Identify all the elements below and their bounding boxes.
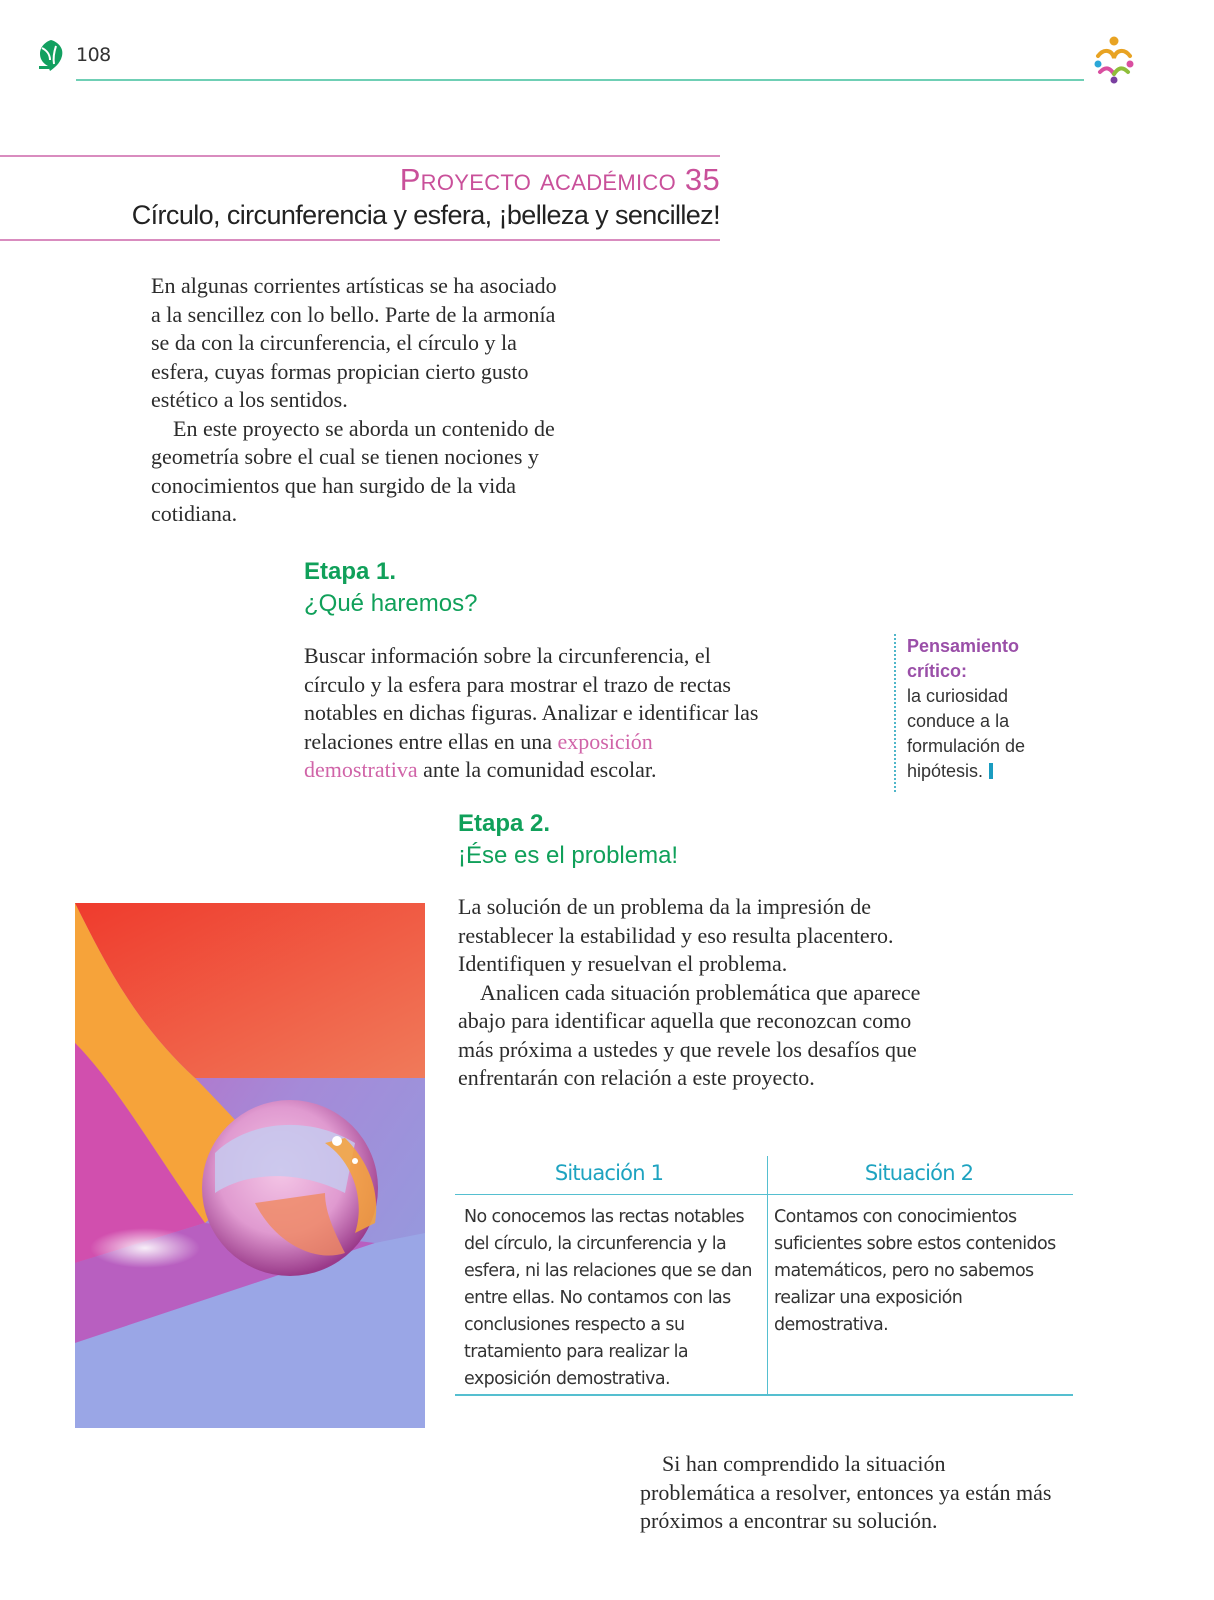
stage2-heading xyxy=(458,808,678,872)
stage1-text xyxy=(304,642,764,785)
intro-paragraph-2: En este proyecto se aborda un contenido de geometría sobre el cual se tienen nociones y conocimientos que han surgido de la vida cotidiana. xyxy=(151,415,555,526)
stage1-number: Etapa 1. xyxy=(304,558,397,585)
situation-1-text: No conocemos las rectas notables del círculo, la circunferencia y la esfera, ni las relaciones que se dan entre ellas. No contamos con las conclusiones respecto a su tratamiento para realizar la exposición demostrativa. xyxy=(464,1207,752,1389)
situation-2-title: Situación 2 xyxy=(864,1161,974,1185)
stage1-text-before: Buscar información sobre la circunferencia, el círculo y la esfera para mostrar el trazo de rectas notables en dichas figuras. Analizar e identificar las relaciones entre ellas en una xyxy=(304,643,759,754)
glass-sphere-photo xyxy=(75,903,425,1428)
stage2-number: Etapa 2. xyxy=(458,810,551,837)
stage1-heading xyxy=(304,556,477,620)
critical-thinking-sidebar xyxy=(894,634,1057,792)
situation-1-title: Situación 1 xyxy=(554,1161,664,1185)
stage2-paragraph-1: La solución de un problema da la impresión de restablecer la estabilidad y eso resulta placentero. Identifiquen y resuelvan el problema. xyxy=(458,894,894,976)
stage2-question: ¡Ése es el problema! xyxy=(458,842,679,869)
dancing-figures-logo-icon xyxy=(1088,34,1140,86)
stage2-paragraph-2: Analicen cada situación problemática que aparece abajo para identificar aquella que reconozcan como más próxima a ustedes y que revele los desafíos que enfrentarán con relación a este proyecto. xyxy=(458,979,921,1090)
stage1-question: ¿Qué haremos? xyxy=(304,590,478,617)
table-divider xyxy=(767,1156,768,1396)
intro-paragraph-1: En algunas corrientes artísticas se ha asociado a la sencillez con lo bello. Parte de la armonía se da con la circunferencia, el círculo y la esfera, cuyas formas propician cierto gusto estético a los sentidos. xyxy=(151,273,557,412)
project-label: Proyecto académico 35 xyxy=(399,162,720,197)
sidebar-title: Pensamiento crítico: xyxy=(907,636,1020,681)
title-rule-bottom xyxy=(0,239,720,241)
project-title: Círculo, circunferencia y esfera, ¡belleza y sencillez! xyxy=(131,200,720,230)
intro-text xyxy=(151,272,571,529)
stage2-text xyxy=(458,893,928,1093)
sidebar-text: la curiosidad conduce a la formulación de hipótesis. xyxy=(907,686,1026,781)
header-rule xyxy=(76,79,1084,81)
leaf-icon xyxy=(36,38,66,74)
stage1-text-after: ante la comunidad escolar. xyxy=(417,757,657,782)
situation-2 xyxy=(765,1156,1073,1396)
stage1-highlight: exposición demostrativa xyxy=(304,728,653,782)
end-mark-icon xyxy=(989,763,993,779)
title-rule-top xyxy=(0,155,720,157)
table-header-rule xyxy=(455,1194,1073,1195)
situations-table xyxy=(455,1156,1073,1396)
table-bottom-rule xyxy=(455,1394,1073,1396)
closing-text: Si han comprendido la situación problemática a resolver, entonces ya están más próximos a encontrar su solución. xyxy=(640,1451,1052,1533)
situation-2-text: Contamos con conocimientos suficientes sobre estos contenidos matemáticos, pero no sabemos realizar una exposición demostrativa. xyxy=(774,1207,1056,1335)
sidebar-text-block xyxy=(907,684,1057,784)
page-number: 108 xyxy=(76,44,111,66)
situation-1 xyxy=(455,1156,763,1396)
